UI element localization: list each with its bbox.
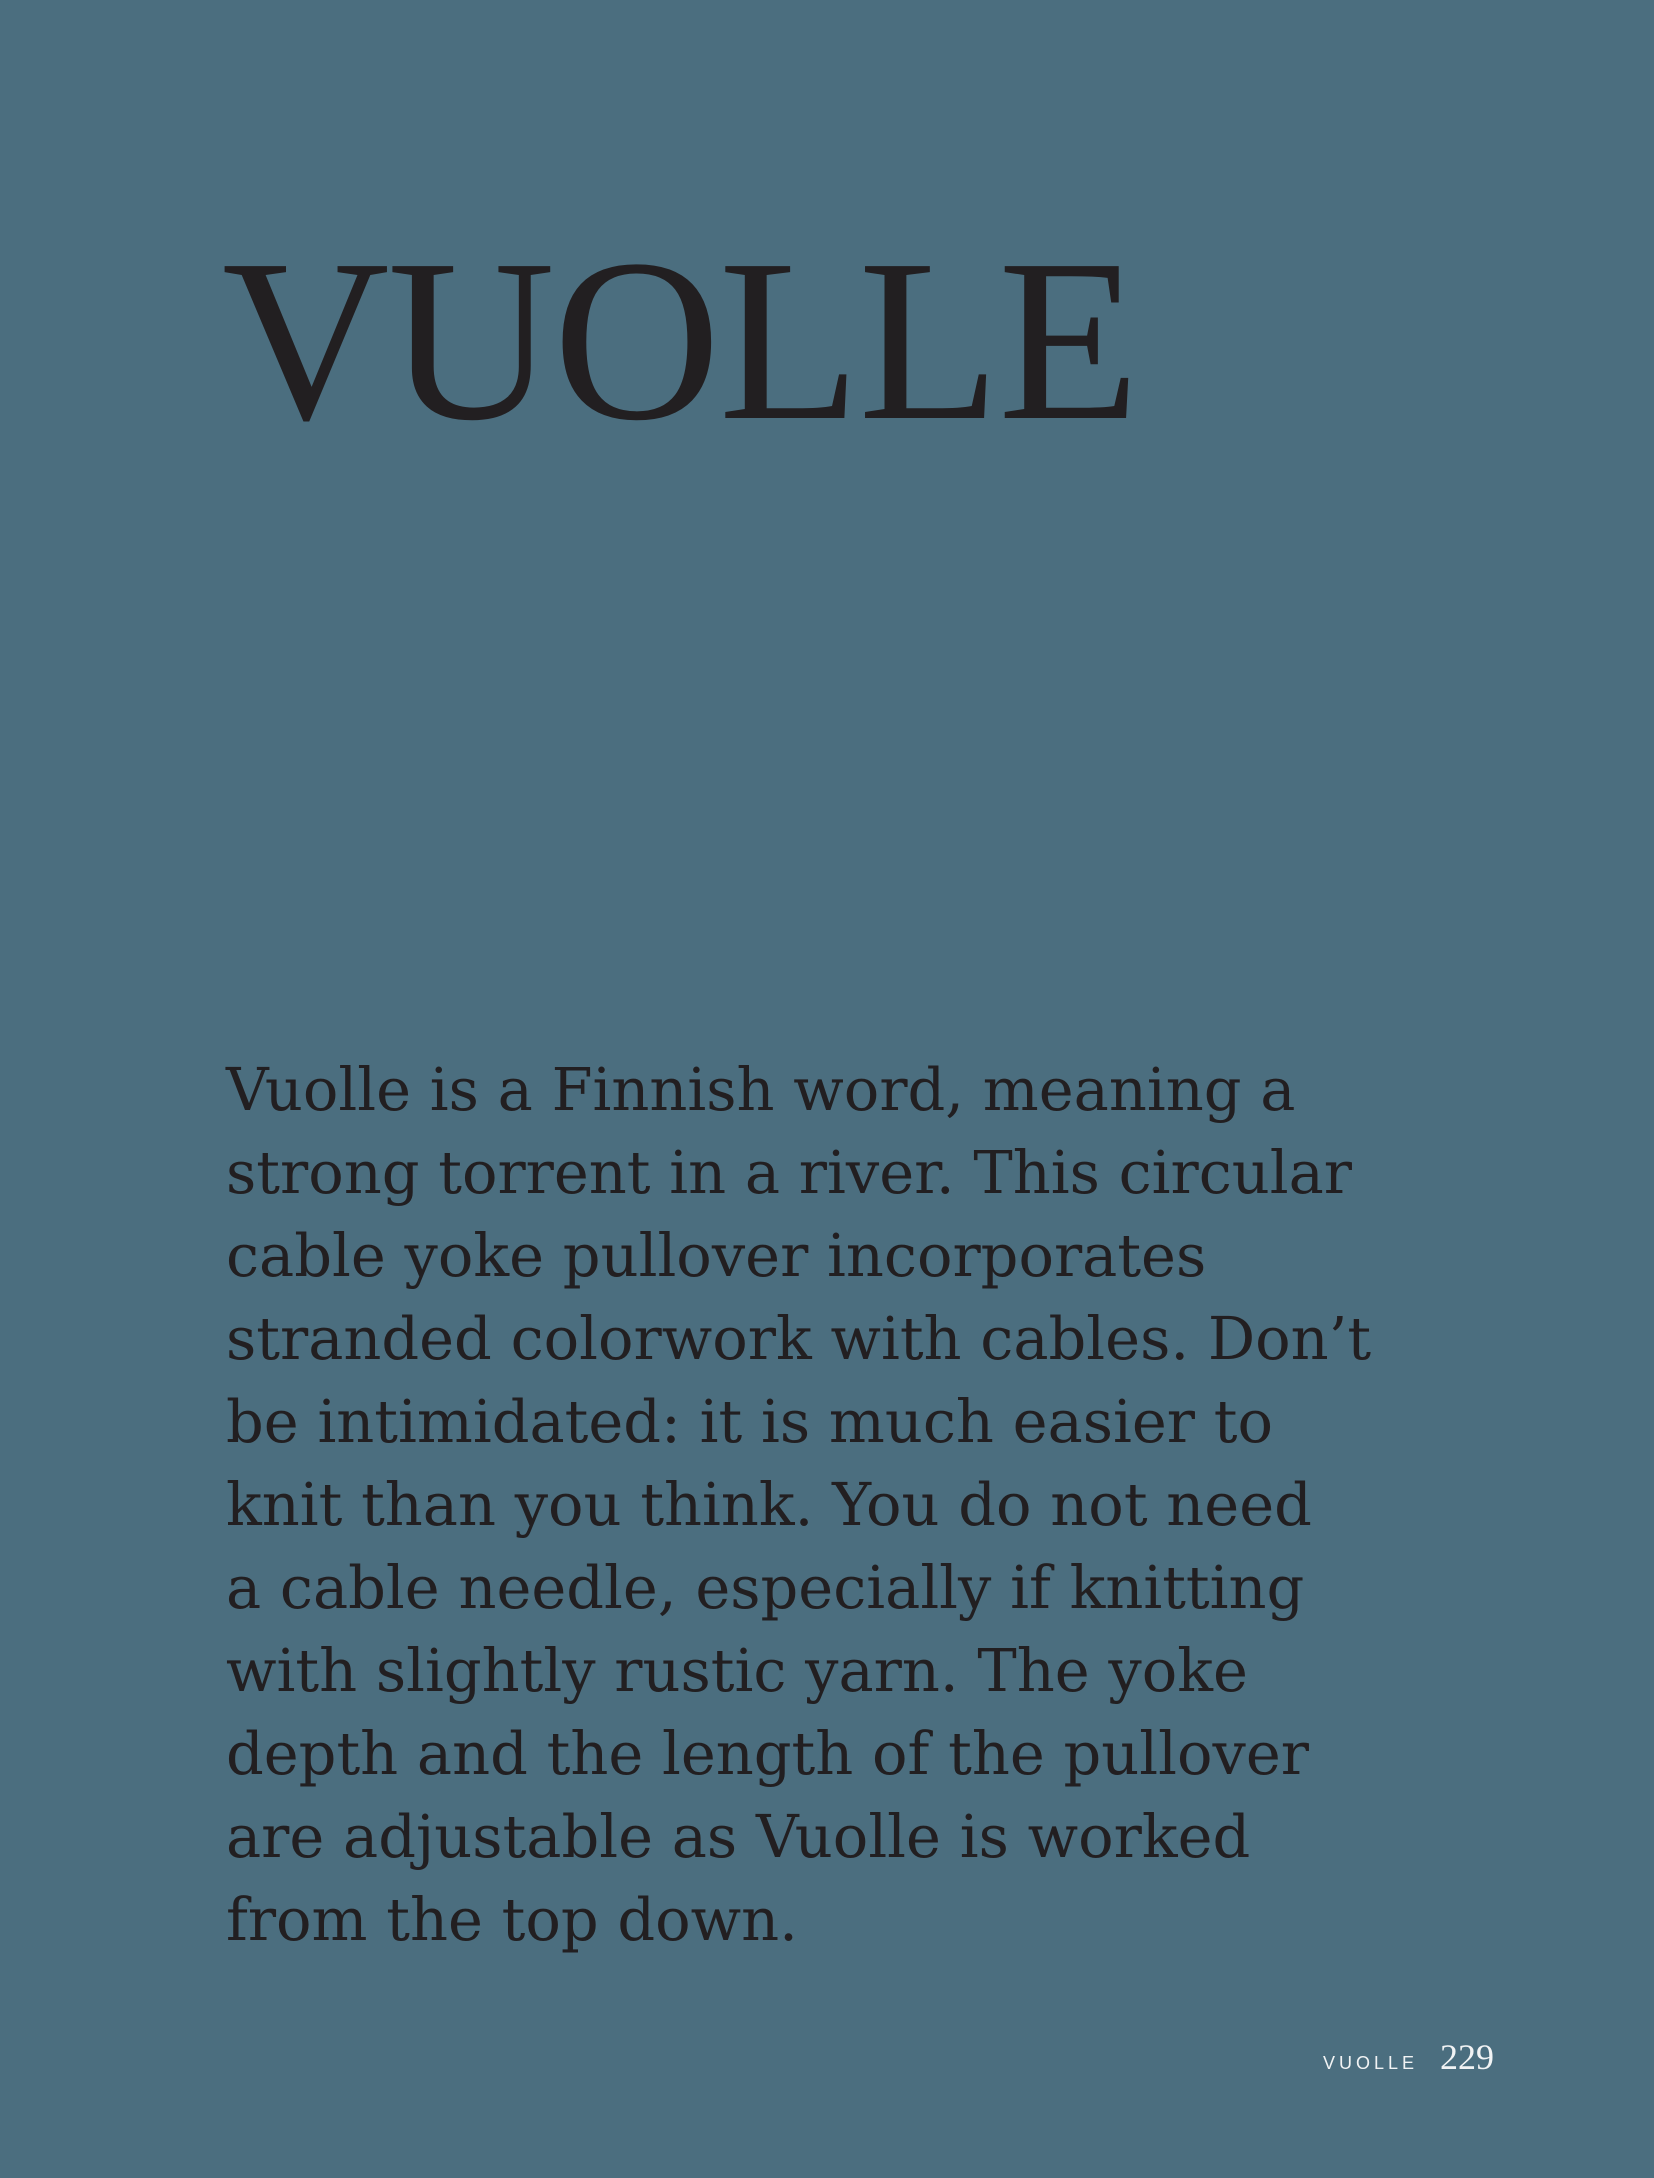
page-footer — [1323, 2036, 1494, 2078]
description-line: depth and the length of the pullover — [226, 1719, 1309, 1788]
description-line: are adjustable as Vuolle is worked — [226, 1802, 1251, 1871]
pattern-description — [226, 1048, 1406, 1961]
description-line: be intimidated: it is much easier to — [226, 1387, 1273, 1456]
description-line: stranded colorwork with cables. Don’t — [226, 1304, 1372, 1373]
description-line: a cable needle, especially if knitting — [226, 1553, 1305, 1622]
description-line: with slightly rustic yarn. The yoke — [226, 1636, 1248, 1705]
description-line: Vuolle is a Finnish word, meaning a — [226, 1055, 1296, 1124]
pattern-title: VUOLLE — [222, 212, 1138, 469]
description-line: from the top down. — [226, 1885, 798, 1954]
page-number: 229 — [1440, 2037, 1494, 2077]
description-line: strong torrent in a river. This circular — [226, 1138, 1353, 1207]
description-line: cable yoke pullover incorporates — [226, 1221, 1207, 1290]
running-head: VUOLLE — [1322, 2053, 1418, 2073]
description-line: knit than you think. You do not need — [226, 1470, 1312, 1539]
